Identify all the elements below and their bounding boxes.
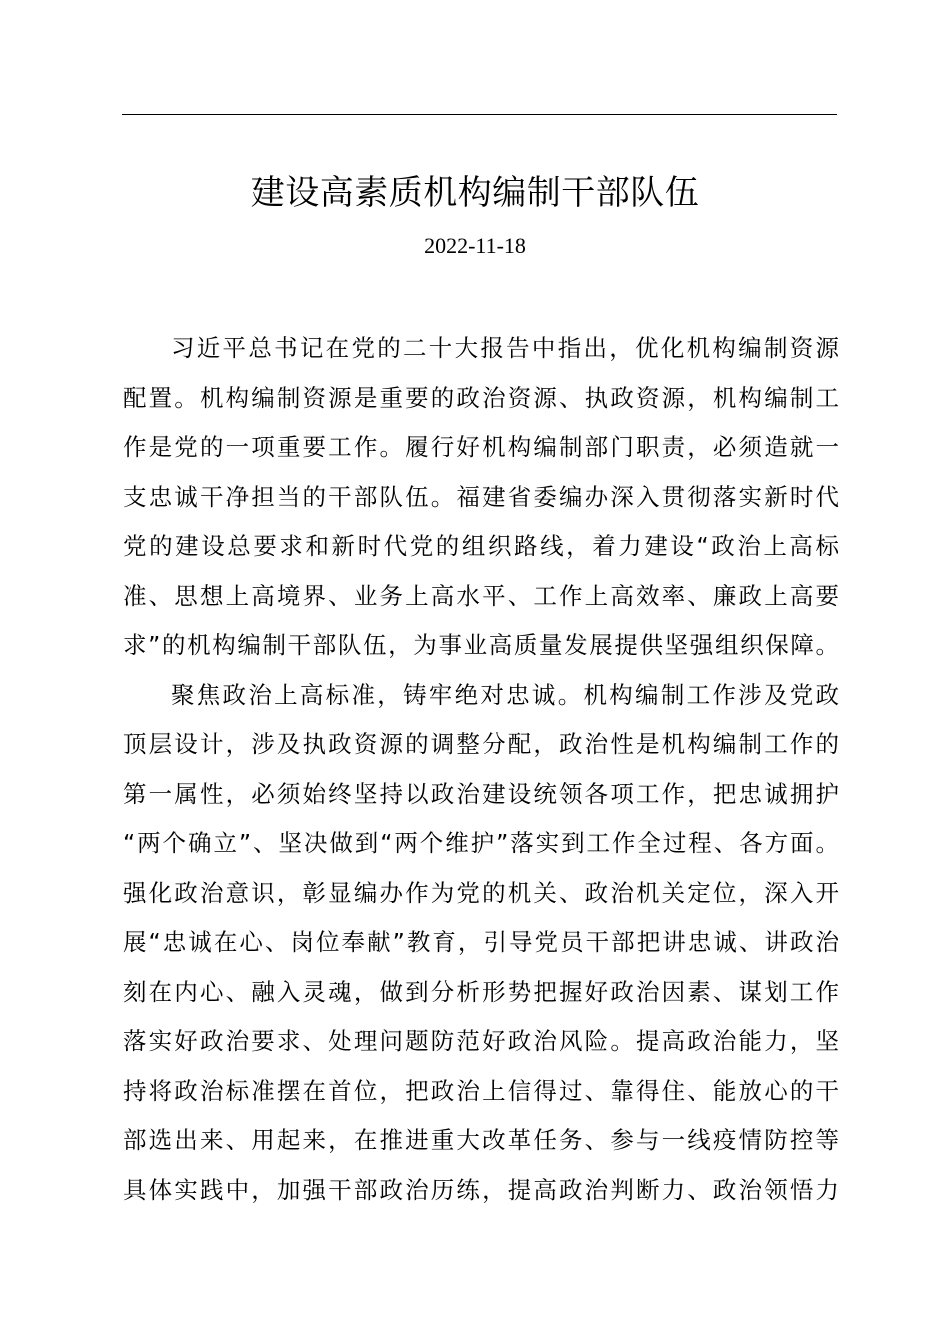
text-line: 聚焦政治上高标准，铸牢绝对忠诚。机构编制工作涉及党政 — [171, 680, 839, 709]
text-line: 落实好政治要求、处理问题防范好政治风险。提高政治能力，坚 — [123, 1027, 839, 1055]
text-line: 持将政治标准摆在首位，把政治上信得过、靠得住、能放心的干 — [123, 1076, 839, 1105]
text-line: 求”的机构编制干部队伍，为事业高质量发展提供坚强组织保障。 — [123, 631, 839, 659]
text-line: 党的建设总要求和新时代党的组织路线，着力建设“政治上高标 — [123, 532, 839, 560]
text-line: 顶层设计，涉及执政资源的调整分配，政治性是机构编制工作的 — [123, 730, 839, 758]
text-line: 作是党的一项重要工作。履行好机构编制部门职责，必须造就一 — [123, 433, 839, 461]
document-title: 建设高素质机构编制干部队伍 — [250, 173, 700, 213]
paragraph-1 — [123, 324, 839, 671]
text-line: 具体实践中，加强干部政治历练，提高政治判断力、政治领悟力 — [123, 1175, 839, 1204]
header-rule — [122, 114, 837, 115]
text-line: 第一属性，必须始终坚持以政治建设统领各项工作，把忠诚拥护 — [123, 779, 839, 808]
text-line: 支忠诚干净担当的干部队伍。福建省委编办深入贯彻落实新时代 — [123, 482, 839, 511]
text-line: 准、思想上高境界、业务上高水平、工作上高效率、廉政上高要 — [123, 581, 839, 610]
document-body — [123, 324, 839, 1215]
text-line: 强化政治意识，彰显编办作为党的机关、政治机关定位，深入开 — [123, 878, 839, 907]
paragraph-2 — [123, 671, 839, 1216]
text-line: 配置。机构编制资源是重要的政治资源、执政资源，机构编制工 — [123, 383, 839, 412]
text-line: 部选出来、用起来，在推进重大改革任务、参与一线疫情防控等 — [123, 1126, 839, 1154]
text-line: 展“忠诚在心、岗位奉献”教育，引导党员干部把讲忠诚、讲政治 — [123, 928, 839, 956]
text-line: 刻在内心、融入灵魂，做到分析形势把握好政治因素、谋划工作 — [123, 977, 839, 1006]
text-line: 习近平总书记在党的二十大报告中指出，优化机构编制资源 — [171, 334, 839, 362]
text-line: “两个确立”、坚决做到“两个维护”落实到工作全过程、各方面。 — [123, 829, 839, 857]
document-date: 2022-11-18 — [424, 233, 526, 258]
